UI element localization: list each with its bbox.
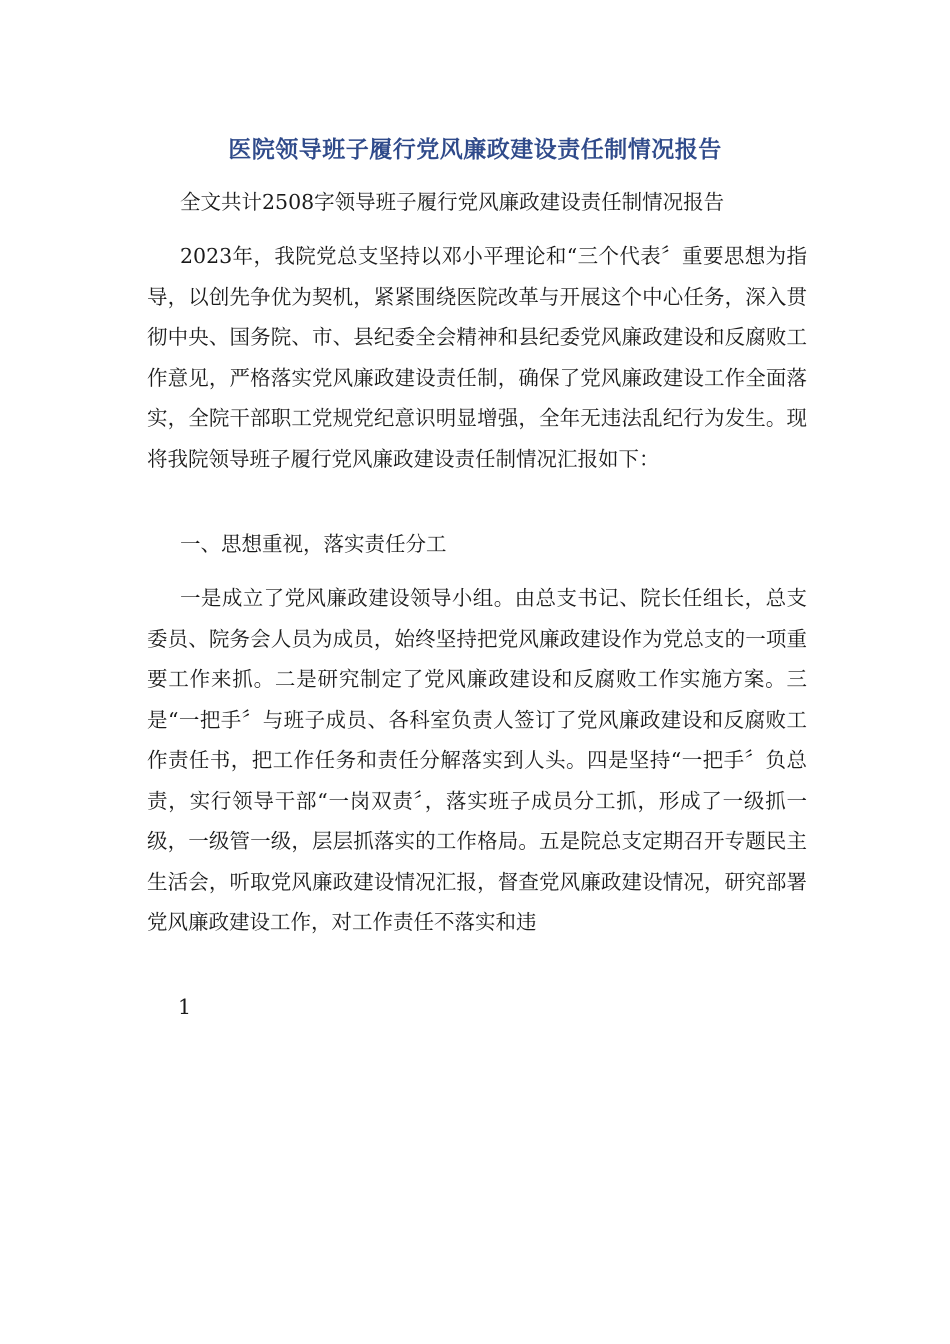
document-title: 医院领导班子履行党风廉政建设责任制情况报告 — [228, 137, 722, 163]
intro-paragraph: 2023年，我院党总支坚持以邓小平理论和“三个代表〞重要思想为指导，以创先争优为契机，紧紧围绕医院改革与开展这个中心任务，深入贯彻中央、国务院、市、县纪委全会精神和县纪委党风廉政建设和反腐败工作意见，严格落实党风廉政建设责任制，确保了党风廉政建设工作全面落实，全院干部职工党规党纪意识明显增强，全年无违法乱纪行为发生。现将我院领导班子履行党风廉政建设责任制情况汇报如下： — [147, 244, 807, 471]
body-paragraph: 一是成立了党风廉政建设领导小组。由总支书记、院长任组长，总支委员、院务会人员为成员，始终坚持把党风廉政建设作为党总支的一项重要工作来抓。二是研究制定了党风廉政建设和反腐败工作实施方案。三是“一把手〞与班子成员、各科室负责人签订了党风廉政建设和反腐败工作责任书，把工作任务和责任分解落实到人头。四是坚持“一把手〞负总责，实行领导干部“一岗双责〞，落实班子成员分工抓，形成了一级抓一级，一级管一级，层层抓落实的工作格局。五是院总支定期召开专题民主生活会，听取党风廉政建设情况汇报，督查党风廉政建设情况，研究部署党风廉政建设工作，对工作责任不落实和违 — [147, 586, 807, 934]
section-heading: 一、思想重视，落实责任分工 — [180, 532, 447, 556]
page-number: 1 — [178, 995, 192, 1019]
summary-line: 全文共计2508字领导班子履行党风廉政建设责任制情况报告 — [180, 190, 725, 214]
